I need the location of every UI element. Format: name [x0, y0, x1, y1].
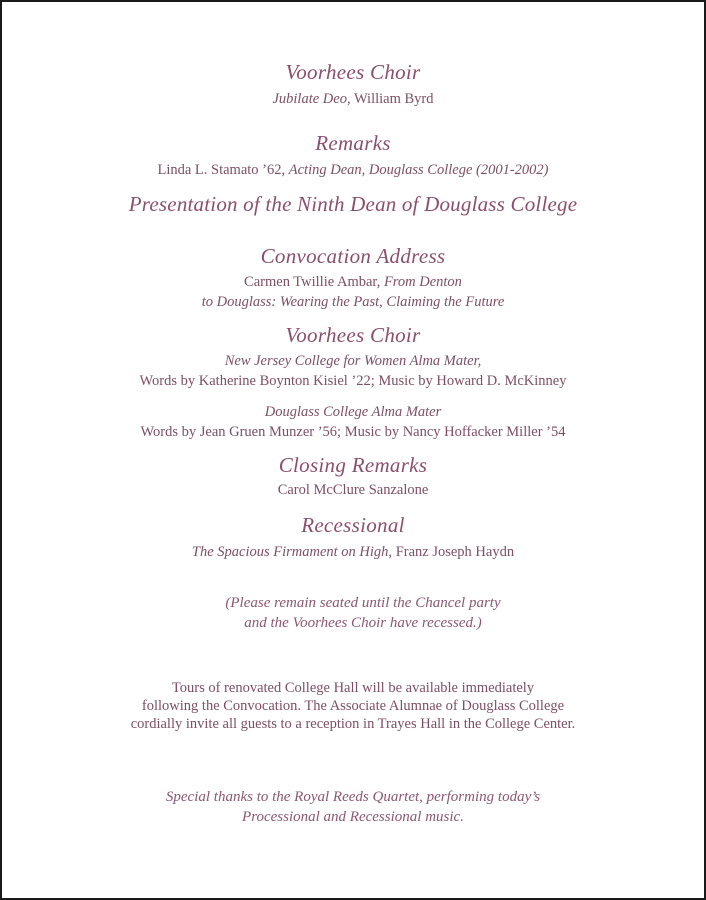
piece-title: New Jersey College for Women Alma Mater, [224, 353, 482, 369]
piece-title: The Spacious Firmament on High, [191, 544, 393, 560]
seated-note-line1: (Please remain seated until the Chancel party [225, 595, 501, 611]
section-title: Closing Remarks [278, 453, 428, 477]
section-title: Voorhees Choir [285, 60, 421, 84]
section-voorhees-choir-2 [2, 323, 704, 391]
seated-note-line2: and the Voorhees Choir have recessed.) [244, 615, 482, 631]
section-title: Recessional [301, 513, 405, 537]
special-thanks [2, 787, 704, 827]
composer: William Byrd [350, 91, 434, 107]
speaker-role: Acting Dean, Douglass College (2001-2002) [288, 162, 549, 178]
piece-credits: Words by Katherine Boynton Kisiel ’22; Music by Howard D. McKinney [139, 373, 567, 389]
section-title: Convocation Address [260, 244, 446, 268]
section-presentation [2, 192, 704, 217]
section-closing-remarks [2, 453, 704, 500]
thanks-line1: Special thanks to the Royal Reeds Quartet, performing today’s [165, 789, 541, 805]
speaker: Carol McClure Sanzalone [277, 482, 429, 498]
section-line [2, 542, 704, 562]
section-line [2, 160, 704, 180]
tours-line1: Tours of renovated College Hall will be available immediately [171, 680, 535, 696]
piece-credits: Words by Jean Gruen Munzer ’56; Music by Nancy Hoffacker Miller ’54 [140, 424, 566, 440]
speaker: Linda L. Stamato ’62, [157, 162, 289, 178]
section-title: Remarks [315, 131, 391, 155]
thanks-line2: Processional and Recessional music. [242, 809, 464, 825]
section-title: Presentation of the Ninth Dean of Douglass College [128, 192, 578, 216]
section-line [2, 89, 704, 109]
tours-line3: cordially invite all guests to a reception in Trayes Hall in the College Center. [130, 716, 576, 732]
piece-title: Jubilate Deo, [272, 91, 351, 107]
speaker: Carmen Twillie Ambar, [244, 274, 384, 290]
address-title-part1: From Denton [383, 274, 462, 290]
section-title: Voorhees Choir [285, 323, 421, 347]
tours-line2: following the Convocation. The Associate Alumnae of Douglass College [141, 698, 565, 714]
composer: Franz Joseph Haydn [392, 544, 515, 560]
section-remarks [2, 131, 704, 180]
tours-paragraph [2, 679, 704, 733]
address-title-part2: to Douglass: Wearing the Past, Claiming the Future [201, 294, 505, 310]
seated-note [2, 593, 704, 633]
section-convocation-address [2, 244, 704, 312]
section-voorhees-choir-1 [2, 60, 704, 109]
section-recessional [2, 513, 704, 562]
piece-title: Douglass College Alma Mater [264, 404, 442, 420]
section-line [2, 272, 704, 292]
section-alma-mater [2, 402, 704, 442]
